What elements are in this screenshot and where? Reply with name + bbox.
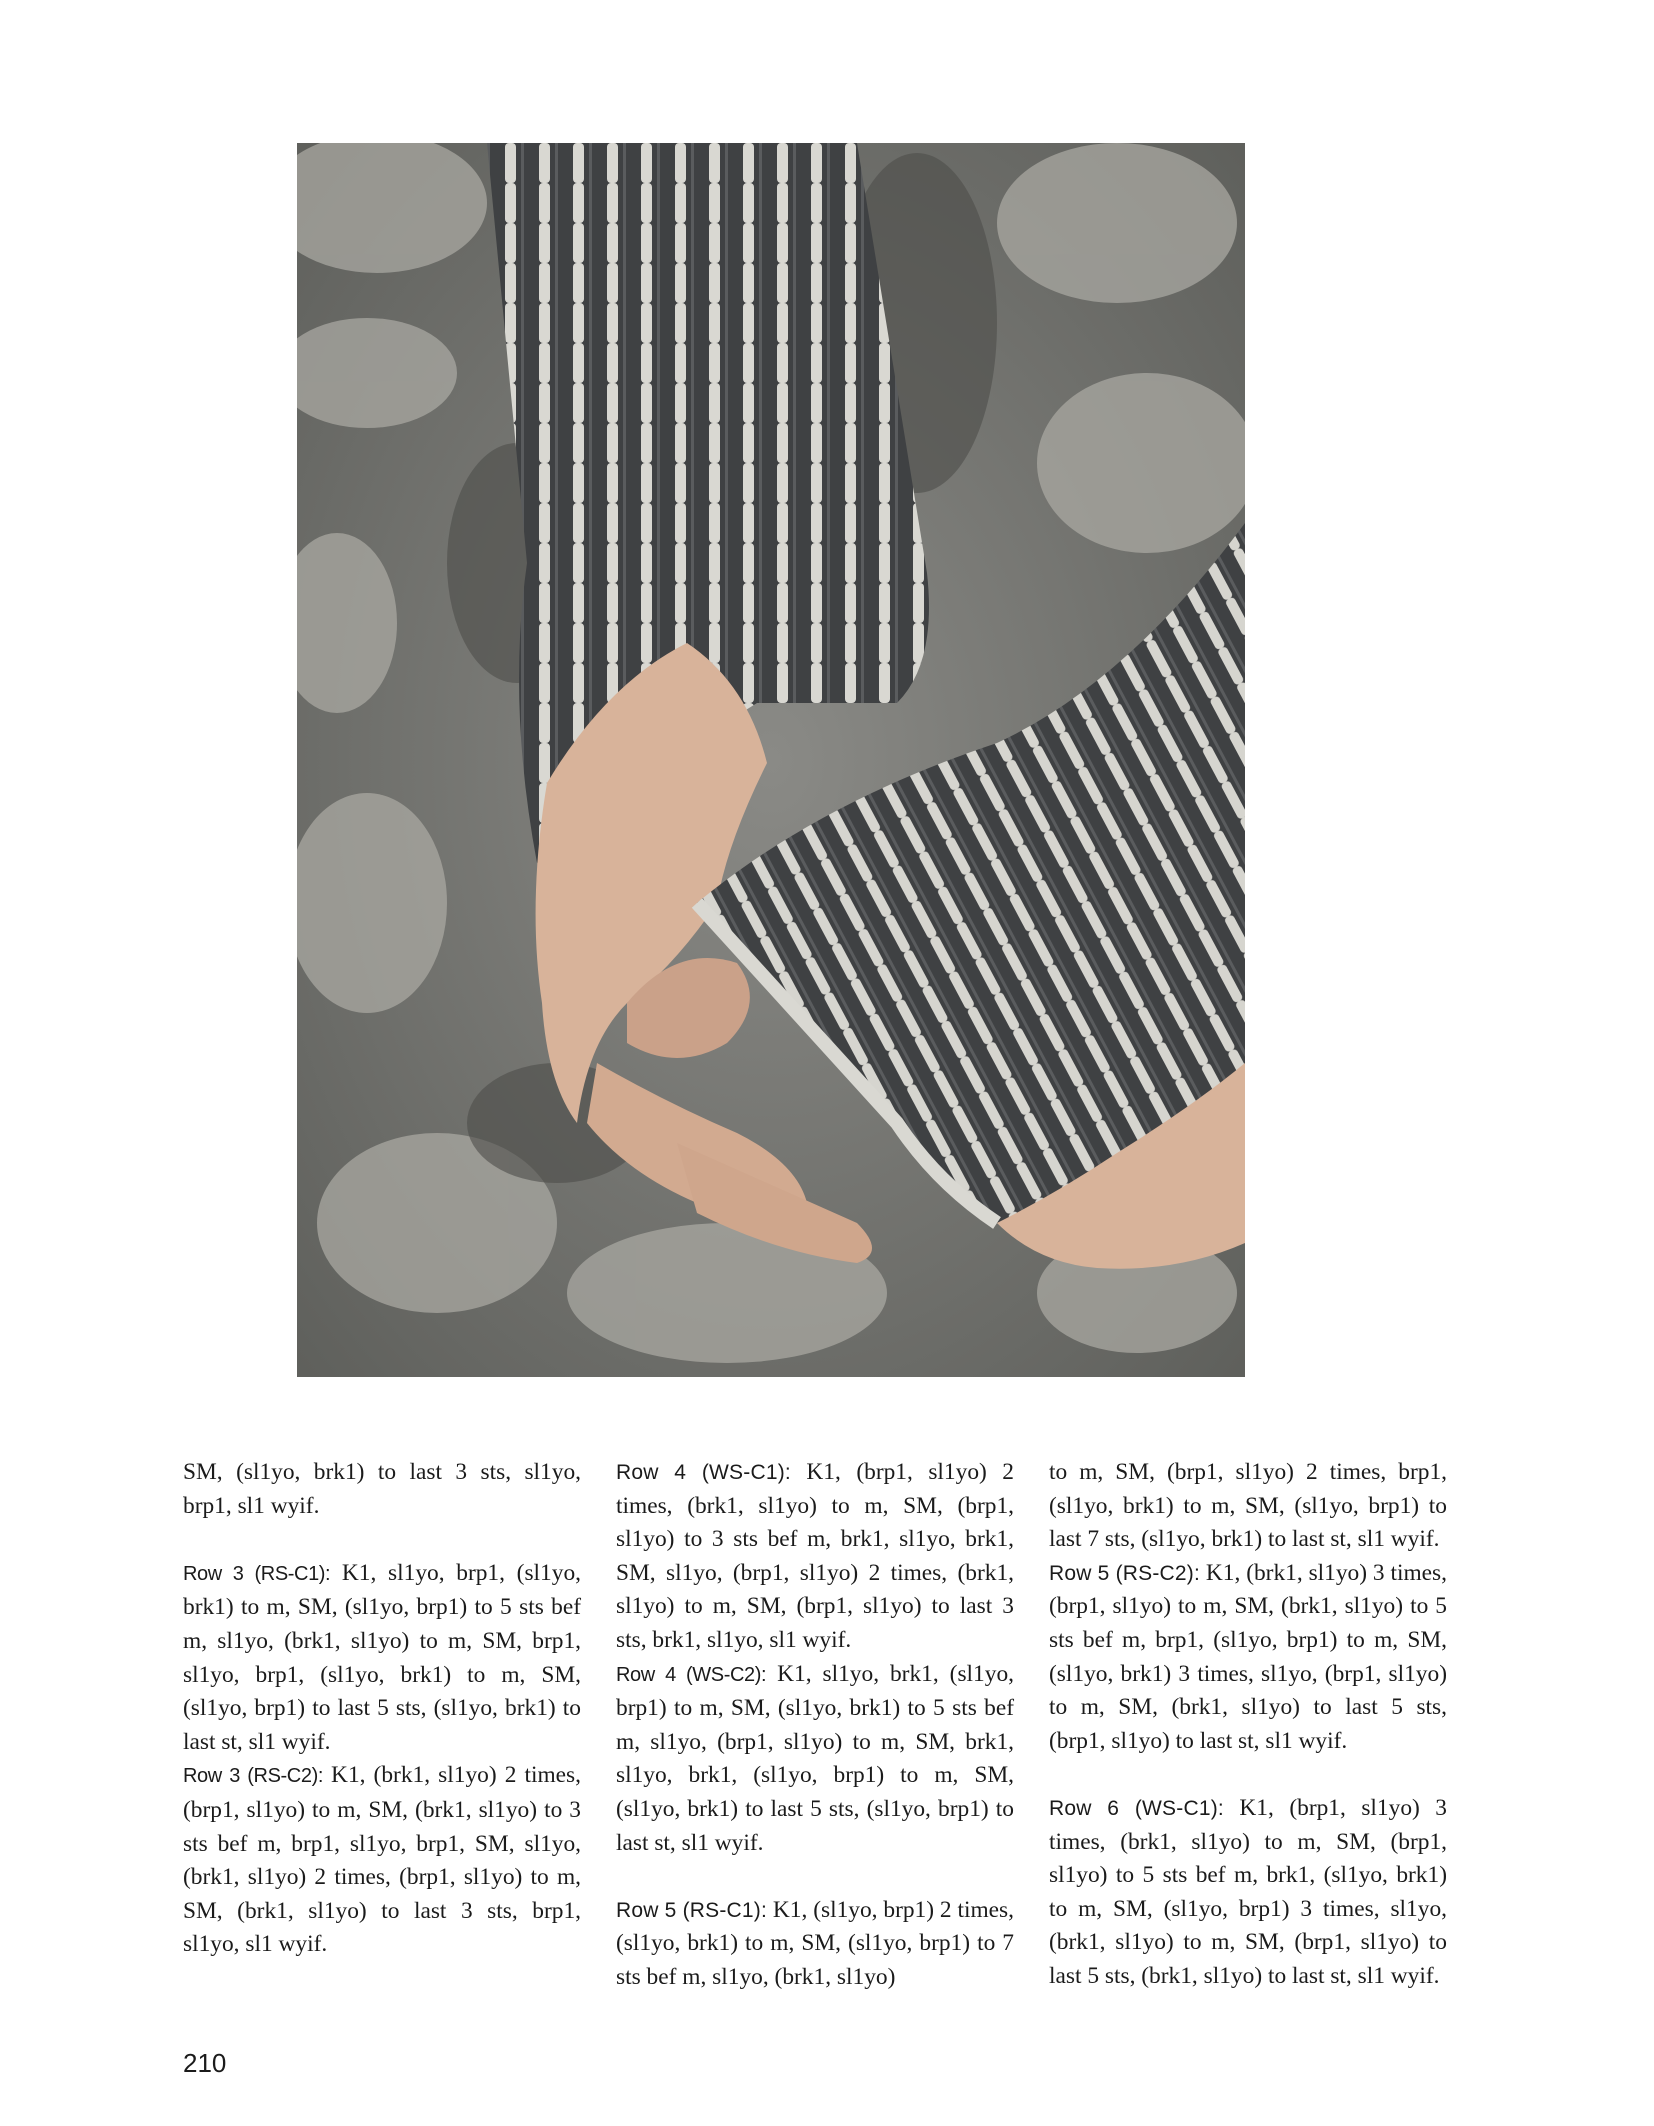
instruction-paragraph: Row 4 (WS-C2): K1, sl1yo, brk1, (sl1yo, brp1) to m, SM, (sl1yo, brk1) to 5 sts bef m, sl1yo, (brp1, sl1yo) to m, SM, brk1, sl1yo, brk1, (sl1yo, brp1) to m, SM, (sl1yo, brk1) to last 5 sts, (sl1yo, brp1) to last st, sl1 wyif. — [616, 1660, 1014, 1856]
instruction-paragraph: SM, (sl1yo, brk1) to last 3 sts, sl1yo, brp1, sl1 wyif. — [183, 1459, 581, 1519]
instruction-paragraph: Row 3 (RS-C2): K1, (brk1, sl1yo) 2 times, (brp1, sl1yo) to m, SM, (brk1, sl1yo) to 3 sts bef m, brp1, sl1yo, brp1, SM, sl1yo, (brk1, sl1yo) 2 times, (brp1, sl1yo) to m, SM, (brk1, sl1yo) to last 3 sts, brp1, sl1yo, sl1 wyif. — [183, 1762, 581, 1958]
instruction-column-1 — [183, 1456, 581, 1962]
row-label: Row 3 (RS-C1): — [183, 1562, 331, 1585]
instruction-paragraph: Row 5 (RS-C2): K1, (brk1, sl1yo) 3 times, (brp1, sl1yo) to m, SM, (brk1, sl1yo) to 5 sts bef m, brp1, (sl1yo, brp1) to m, SM, (sl1yo, brk1) 3 times, sl1yo, (brp1, sl1yo) to m, SM, (brk1, sl1yo) to last 5 sts, (brp1, sl1yo) to last st, sl1 wyif. — [1049, 1559, 1447, 1754]
instruction-column-3 — [1049, 1456, 1447, 1994]
photo-illustration — [297, 143, 1245, 1377]
instruction-paragraph: Row 5 (RS-C1): K1, (sl1yo, brp1) 2 times, (sl1yo, brk1) to m, SM, (sl1yo, brp1) to 7 sts bef m, sl1yo, (brk1, sl1yo) — [616, 1896, 1014, 1990]
row-label: Row 4 (WS-C2): — [616, 1663, 767, 1686]
instruction-column-2 — [616, 1456, 1014, 1995]
knitted-mitts-photo — [297, 143, 1245, 1377]
instruction-paragraph: to m, SM, (brp1, sl1yo) 2 times, brp1, (sl1yo, brk1) to m, SM, (sl1yo, brp1) to last 7 sts, (sl1yo, brk1) to last st, sl1 wyif. — [1049, 1459, 1447, 1553]
page-number: 210 — [183, 2048, 227, 2078]
row-label: Row 3 (RS-C2): — [183, 1765, 323, 1788]
row-label: Row 6 (WS-C1): — [1049, 1796, 1224, 1820]
instruction-paragraph: Row 6 (WS-C1): K1, (brp1, sl1yo) 3 times, (brk1, sl1yo) to m, SM, (brp1, sl1yo) to 5 sts bef m, brk1, (sl1yo, brk1) to m, SM, (sl1yo, brp1) 3 times, sl1yo, (brk1, sl1yo) to m, SM, (brp1, sl1yo) to last 5 sts, (brk1, sl1yo) to last st, sl1 wyif. — [1049, 1794, 1447, 1989]
row-label: Row 4 (WS-C1): — [616, 1461, 791, 1484]
instruction-paragraph: Row 3 (RS-C1): K1, sl1yo, brp1, (sl1yo, brk1) to m, SM, (sl1yo, brp1) to 5 sts bef m, sl1yo, (brk1, sl1yo) to m, SM, brp1, sl1yo, brp1, (sl1yo, brk1) to m, SM, (sl1yo, brp1) to last 5 sts, (sl1yo, brk1) to last st, sl1 wyif. — [183, 1559, 581, 1755]
row-label: Row 5 (RS-C1): — [616, 1898, 768, 1922]
instruction-paragraph: Row 4 (WS-C1): K1, (brp1, sl1yo) 2 times, (brk1, sl1yo) to m, SM, (brp1, sl1yo) to 3 sts bef m, brk1, sl1yo, brk1, SM, sl1yo, (brp1, sl1yo) 2 times, (brk1, sl1yo) to m, SM, (brp1, sl1yo) to last 3 sts, brk1, sl1yo, sl1 wyif. — [616, 1459, 1014, 1653]
row-label: Row 5 (RS-C2): — [1049, 1561, 1201, 1585]
